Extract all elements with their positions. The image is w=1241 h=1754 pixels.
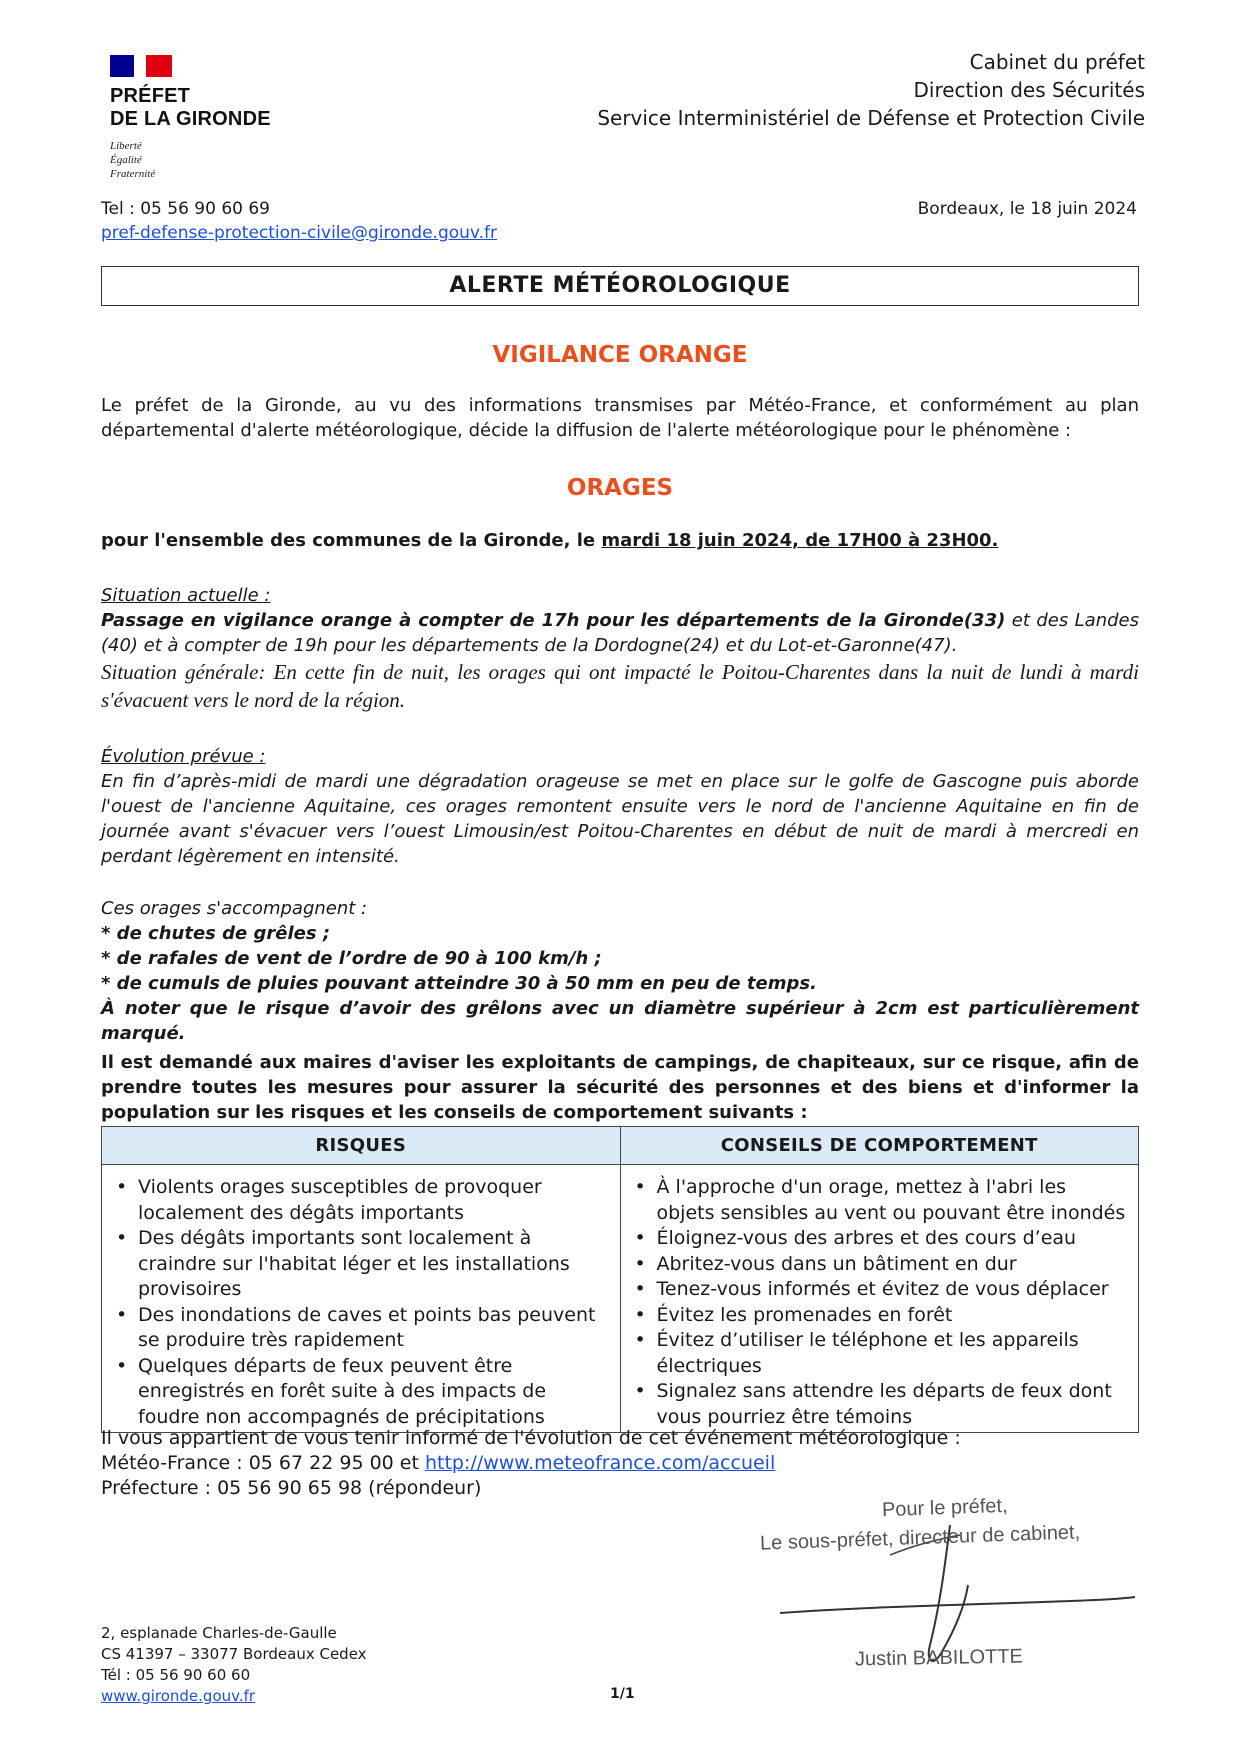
motto-line: Liberté xyxy=(110,140,142,152)
situation-section xyxy=(101,583,1139,714)
motto-line: Fraternité xyxy=(110,168,156,180)
evolution-heading: Évolution prévue : xyxy=(101,746,266,767)
evolution-text: En fin d’après-midi de mardi une dégradation orageuse se met en place sur le golfe de Gascogne puis aborde l'ouest de l'ancienne Aquitaine, ces orages remontent ensuite vers le nord de l'ancienne Aquitaine en fin de journée avant s'évacuer vers l’ouest Limousin/est Poitou-Charentes en début de nuit de mardi à mercredi en perdant légèrement en intensité. xyxy=(101,771,1139,867)
org-name xyxy=(110,85,271,131)
place-date: Bordeaux, le 18 juin 2024 xyxy=(917,199,1137,219)
org-line2: DE LA GIRONDE xyxy=(110,108,271,130)
address-line: CS 41397 – 33077 Bordeaux Cedex xyxy=(101,1645,367,1663)
contact-tel: Tel : 05 56 90 60 69 xyxy=(101,199,270,219)
motto xyxy=(110,139,271,181)
list-item: • Évitez d’utiliser le téléphone et les appareils électriques xyxy=(657,1328,1131,1379)
prefecture-logo xyxy=(110,55,271,181)
situation-rest: et des Landes (40) et à compter de 19h pour les départements de la Dordogne(24) et du Lot-et-Garonne(47). xyxy=(101,610,1139,656)
list-item: • Abritez-vous dans un bâtiment en dur xyxy=(657,1252,1131,1278)
list-item: • Évitez les promenades en forêt xyxy=(657,1303,1131,1329)
org-line1: PRÉFET xyxy=(110,85,191,107)
website-link[interactable]: www.gironde.gouv.fr xyxy=(101,1687,256,1705)
risks-list xyxy=(110,1175,612,1430)
intro-paragraph: Le préfet de la Gironde, au vu des informations transmises par Météo-France, et conformément au plan départemental d'alerte météorologique, décide la diffusion de l'alerte météorologique pour le phénomène : xyxy=(101,395,1139,441)
risk-advice-table xyxy=(101,1126,1139,1433)
list-item: • Tenez-vous informés et évitez de vous déplacer xyxy=(657,1277,1131,1303)
service-line: Service Interministériel de Défense et Protection Civile xyxy=(597,106,1145,130)
evolution-section xyxy=(101,744,1139,869)
meteofrance-link[interactable]: http://www.meteofrance.com/accueil xyxy=(424,1452,776,1474)
list-item: • Quelques départs de feux peuvent être enregistrés en forêt suite à des impacts de foudre non accompagnés de précipitations xyxy=(138,1354,612,1431)
followup-section xyxy=(101,1426,961,1501)
vigilance-level: VIGILANCE ORANGE xyxy=(492,342,748,368)
address-block xyxy=(101,1623,367,1707)
address-line: 2, esplanade Charles-de-Gaulle xyxy=(101,1624,337,1642)
accompany-item: * de chutes de grêles ; xyxy=(101,923,331,944)
service-line: Direction des Sécurités xyxy=(913,78,1145,102)
address-tel: Tél : 05 56 90 60 60 xyxy=(101,1666,251,1684)
signature-block xyxy=(740,1495,1180,1695)
motto-line: Égalité xyxy=(110,154,142,166)
table-header-row xyxy=(102,1127,1139,1165)
contact-email-link[interactable]: pref-defense-protection-civile@gironde.gouv.fr xyxy=(101,223,498,243)
phenomenon: ORAGES xyxy=(566,475,674,501)
accompany-item: * de rafales de vent de l’ordre de 90 à 100 km/h ; xyxy=(101,948,602,969)
french-flag-icon xyxy=(110,55,172,77)
advice-list xyxy=(629,1175,1131,1430)
advice-cell xyxy=(620,1165,1139,1433)
accompany-item: * de cumuls de pluies pouvant atteindre 30 à 50 mm en peu de temps. xyxy=(101,973,817,994)
service-header xyxy=(597,48,1145,132)
followup-meteo xyxy=(101,1451,961,1476)
page-number: 1/1 xyxy=(610,1686,635,1702)
scope-paragraph xyxy=(101,528,1139,553)
situation-general: Situation générale: En cette fin de nuit, les orages qui ont impacté le Poitou-Charentes dans la nuit de lundi à mardi s'évacuent vers le nord de la région. xyxy=(101,660,1139,712)
table-row xyxy=(102,1165,1139,1433)
scope-prefix: pour l'ensemble des communes de la Gironde, le xyxy=(101,530,602,551)
situation-heading: Situation actuelle : xyxy=(101,585,271,606)
list-item: • Des dégâts importants sont localement à craindre sur l'habitat léger et les installations provisoires xyxy=(138,1226,612,1303)
meteo-phone: Météo-France : 05 67 22 95 00 et xyxy=(101,1452,425,1474)
situation-text xyxy=(101,608,1139,658)
signature-line2: Le sous-préfet, directeur de cabinet, xyxy=(759,1521,1081,1555)
list-item: • À l'approche d'un orage, mettez à l'abri les objets sensibles au vent ou pouvant être inondés xyxy=(657,1175,1131,1226)
signatory-name: Justin BABILOTTE xyxy=(854,1645,1024,1671)
risks-cell xyxy=(102,1165,621,1433)
scope-date: mardi 18 juin 2024, de 17H00 à 23H00. xyxy=(601,530,999,551)
accompany-section xyxy=(101,896,1139,1046)
signature-line1: Pour le préfet, xyxy=(881,1494,1008,1522)
contact-block xyxy=(101,197,497,245)
situation-bold: Passage en vigilance orange à compter de 17h pour les départements de la Gironde(33) xyxy=(101,610,1006,631)
list-item: • Éloignez-vous des arbres et des cours d’eau xyxy=(657,1226,1131,1252)
accompany-item: À noter que le risque d’avoir des grêlons avec un diamètre supérieur à 2cm est particulièrement marqué. xyxy=(101,998,1139,1044)
followup-line: Il vous appartient de vous tenir informé de l'évolution de cet événement météorologique : xyxy=(101,1427,961,1449)
request-paragraph: Il est demandé aux maires d'aviser les exploitants de campings, de chapiteaux, sur ce risque, afin de prendre toutes les mesures pour assurer la sécurité des personnes et des biens et d'informer la population sur les risques et les conseils de comportement suivants : xyxy=(101,1052,1139,1123)
header-advice: CONSEILS DE COMPORTEMENT xyxy=(620,1127,1139,1165)
list-item: • Signalez sans attendre les départs de feux dont vous pourriez être témoins xyxy=(657,1379,1131,1430)
service-line: Cabinet du préfet xyxy=(969,50,1145,74)
header-risks: RISQUES xyxy=(102,1127,621,1165)
accompany-intro: Ces orages s'accompagnent : xyxy=(101,898,368,919)
followup-prefecture: Préfecture : 05 56 90 65 98 (répondeur) xyxy=(101,1477,482,1499)
document-title: ALERTE MÉTÉOROLOGIQUE xyxy=(101,266,1139,306)
list-item: • Violents orages susceptibles de provoquer localement des dégâts importants xyxy=(138,1175,612,1226)
list-item: • Des inondations de caves et points bas peuvent se produire très rapidement xyxy=(138,1303,612,1354)
